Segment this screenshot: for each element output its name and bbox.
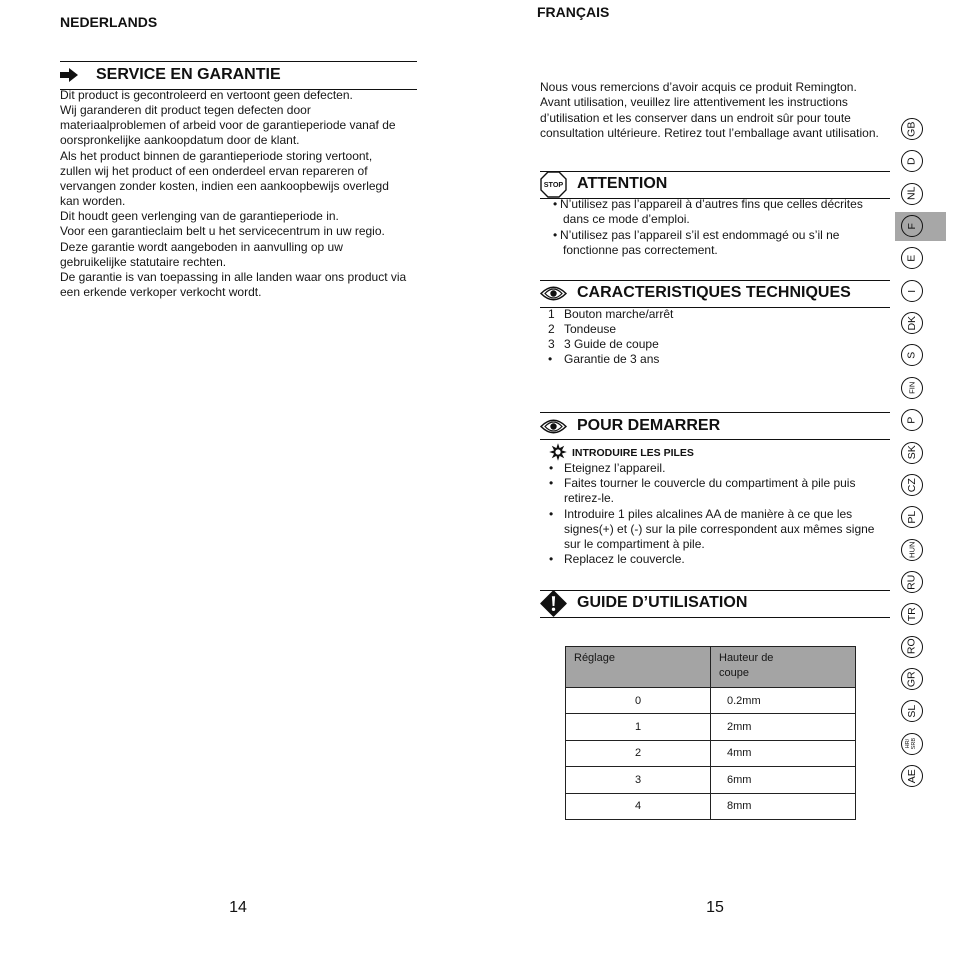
table-row	[566, 714, 856, 740]
table-header-cell	[566, 647, 711, 688]
language-tab-label-text: CZ	[905, 477, 918, 492]
table-header-row	[566, 647, 856, 688]
language-heading: FRANÇAIS	[537, 4, 610, 20]
section-rule	[540, 590, 890, 591]
language-tab-label-text: F	[905, 222, 918, 230]
language-tab-label-text: D	[905, 157, 918, 166]
bullet-marker: •	[549, 506, 554, 521]
text-line: Wij garanderen dit product tegen defecten door	[60, 103, 311, 118]
setting-cell: 1	[566, 714, 711, 740]
list-item-text: Introduire 1 piles alcalines AA de manière à ce que les	[564, 506, 853, 521]
list-item-text: Faites tourner le couvercle du compartiment à pile puis	[564, 476, 856, 491]
language-tab-pl	[901, 506, 923, 528]
list-item	[549, 552, 874, 567]
language-tab-gr	[901, 668, 923, 690]
language-tab-label-text: NL	[905, 186, 918, 201]
section-title: GUIDE D’UTILISATION	[577, 594, 748, 612]
text-line: Dit product is gecontroleerd en vertoont geen defecten.	[60, 88, 353, 102]
language-heading: NEDERLANDS	[60, 14, 158, 30]
stop-sign-text: STOP	[543, 180, 564, 190]
list-item-text: Eteignez l’appareil.	[564, 461, 666, 475]
eye-icon	[540, 285, 567, 302]
page-number: 15	[706, 899, 724, 916]
setting-cell: 0	[566, 688, 711, 714]
header-text: Réglage	[574, 652, 615, 664]
cut-length-cell: 8mm	[711, 793, 856, 819]
language-tab-label-text: SL	[905, 704, 918, 718]
text-line: kan worden.	[60, 194, 126, 209]
language-tab-sl	[901, 700, 923, 722]
section-title: SERVICE EN GARANTIE	[96, 66, 281, 84]
language-tab-ae	[901, 765, 923, 787]
language-tab-label-text: SK	[905, 445, 918, 460]
language-tab-cz	[901, 474, 923, 496]
bullet-marker: •	[549, 476, 554, 491]
list-item	[548, 322, 673, 337]
language-tab-label	[907, 671, 918, 687]
table-header-cell	[711, 647, 856, 688]
section-rule	[540, 412, 890, 413]
subheading: INTRODUIRE LES PILES	[572, 447, 694, 459]
language-tab-label-text: HUN	[907, 541, 917, 558]
language-tab-tr	[901, 603, 923, 625]
text-line: De garantie is van toepassing in alle landen waar ons product via	[60, 269, 407, 284]
list-item-text: fonctionne pas correctement.	[563, 242, 718, 257]
language-tab-label-text: PL	[905, 510, 918, 524]
setting-cell: 3	[566, 767, 711, 793]
language-tab-label	[907, 769, 918, 783]
language-tab-label	[907, 705, 918, 718]
header-text: coupe	[719, 667, 749, 679]
attention-list	[553, 197, 863, 258]
header-text: Hauteur de	[719, 652, 774, 664]
list-marker: 3	[548, 337, 555, 351]
cut-length-cell: 2mm	[711, 714, 856, 740]
setting-cell: 2	[566, 740, 711, 766]
list-item-text: dans ce mode d’emploi.	[563, 212, 690, 227]
section-rule	[540, 280, 890, 281]
language-tab-label	[907, 352, 918, 359]
language-tab-label-text: TR	[905, 607, 918, 622]
arrow-right-icon	[60, 68, 78, 82]
language-tab-label	[907, 574, 918, 589]
list-item-text: N’utilisez pas l’appareil à d’autres fins que celles décrites	[560, 197, 863, 211]
list-item	[548, 352, 673, 367]
cut-length-cell: 6mm	[711, 767, 856, 793]
text-line: een erkende verkoper verkocht wordt.	[60, 285, 262, 300]
language-tab-label-text: GR	[905, 671, 918, 687]
language-tab-label	[907, 316, 918, 331]
language-tab-label-text: E	[905, 254, 918, 262]
list-item-text: Tondeuse	[564, 322, 617, 336]
list-marker: •	[548, 352, 553, 366]
language-tab-label	[908, 541, 916, 557]
language-tab-d	[901, 150, 923, 172]
list-item-text: Replacez le couvercle.	[564, 552, 685, 567]
bullet-marker: •	[549, 461, 554, 475]
language-tab-hr-srb	[901, 733, 923, 755]
language-tab-label	[907, 511, 918, 524]
list-item-text: signes(+) et (-) sur la pile correspondent aux mêmes signe	[564, 521, 875, 536]
language-tab-sk	[901, 442, 923, 464]
section-rule	[540, 171, 890, 172]
section-rule	[540, 617, 890, 618]
list-marker: 2	[548, 322, 555, 336]
language-tab-label	[907, 478, 918, 492]
exclamation-diamond-icon	[540, 590, 567, 617]
list-item-text: N’utilisez pas l’appareil s’il est endommagé ou s’il ne	[560, 227, 840, 242]
language-tab-label-line: SRB	[910, 737, 917, 750]
specifications-list	[548, 307, 673, 367]
language-tab-label-text: DK	[905, 315, 918, 331]
text-line: Als het product binnen de garantieperiode storing vertoont,	[60, 148, 373, 163]
list-marker: 1	[548, 307, 555, 321]
cut-length-cell: 4mm	[711, 740, 856, 766]
language-tab-f	[901, 215, 923, 237]
table-row	[566, 688, 856, 714]
sunburst-icon	[549, 443, 567, 461]
language-tab-ro	[901, 636, 923, 658]
list-item-text: 3 Guide de coupe	[564, 337, 659, 351]
language-tab-e	[901, 247, 923, 269]
language-tab-label	[907, 639, 918, 655]
language-tab-label	[906, 738, 917, 750]
language-tab-label-text: RU	[905, 574, 918, 590]
section-rule	[540, 439, 890, 440]
language-tab-s	[901, 344, 923, 366]
list-item-text: Bouton marche/arrêt	[564, 307, 674, 321]
list-item	[549, 507, 874, 553]
setting-cell: 4	[566, 793, 711, 819]
text-line: consultation ultérieure. Retirez tout l’emballage avant utilisation.	[540, 125, 879, 140]
language-tab-fin	[901, 377, 923, 399]
language-tab-label-text: RO	[905, 638, 918, 655]
text-line: Nous vous remercions d’avoir acquis ce produit Remington.	[540, 80, 857, 94]
eye-icon	[540, 418, 567, 435]
list-item	[553, 197, 863, 228]
list-item-text: Garantie de 3 ans	[564, 352, 660, 366]
language-tab-label-text: AE	[905, 768, 918, 784]
language-tab-label-text: S	[905, 351, 918, 359]
list-item	[549, 476, 874, 506]
language-tab-label-text: P	[905, 416, 918, 424]
text-line: d’utilisation et les conserver dans un endroit sûr pour toute	[540, 110, 851, 125]
language-tab-ru	[901, 571, 923, 593]
language-tab-label-text: GB	[905, 121, 918, 137]
text-line: Voor een garantieclaim belt u het servicecentrum in uw regio.	[60, 224, 385, 239]
text-line: Dit houdt geen verlenging van de garantieperiode in.	[60, 209, 339, 224]
language-tab-i	[901, 280, 923, 302]
language-tab-label-text: FIN	[907, 381, 917, 394]
section-rule	[60, 61, 417, 62]
language-tab-label-line: HR/	[905, 738, 912, 749]
language-tab-label	[907, 417, 918, 424]
text-line: vervangen zonder kosten, indien een aankoopbewijs overlegd	[60, 178, 389, 193]
language-tab-label-text: I	[905, 289, 918, 293]
list-item	[548, 307, 673, 322]
list-item	[549, 461, 874, 476]
stop-sign-icon	[540, 171, 567, 198]
warranty-text	[60, 88, 406, 300]
language-tab-label	[907, 187, 918, 200]
list-item-text: sur le compartiment à pile.	[564, 536, 705, 551]
cutting-guide-table	[565, 646, 856, 820]
language-tab-p	[901, 409, 923, 431]
text-line: oorspronkelijke aankoopdatum door de klant.	[60, 133, 300, 148]
table-row	[566, 740, 856, 766]
text-line: gebruikelijke statutaire rechten.	[60, 254, 227, 269]
bullet-marker: •	[553, 197, 558, 211]
table-row	[566, 767, 856, 793]
intro-text	[540, 80, 879, 141]
language-tab-label	[907, 289, 918, 292]
list-item-text: retirez-le.	[564, 491, 615, 506]
list-item	[548, 337, 673, 352]
text-line: zullen wij het product of een onderdeel ervan repareren of	[60, 163, 368, 178]
table-row	[566, 793, 856, 819]
text-line: Deze garantie wordt aangeboden in aanvulling op uw	[60, 239, 343, 254]
language-tab-nl	[901, 183, 923, 205]
language-tab-label	[907, 445, 918, 459]
language-tab-label	[908, 382, 916, 394]
section-title: ATTENTION	[577, 175, 668, 193]
language-tab-label	[907, 607, 918, 621]
language-tab-label	[907, 121, 918, 136]
language-tab-hun	[901, 539, 923, 561]
language-tab-label	[907, 223, 918, 229]
language-tab-gb	[901, 118, 923, 140]
page-number: 14	[229, 899, 247, 916]
section-title: POUR DEMARRER	[577, 417, 721, 435]
getting-started-list	[549, 461, 874, 567]
language-tab-label	[907, 255, 918, 262]
bullet-marker: •	[549, 552, 554, 567]
list-item	[553, 228, 863, 259]
cut-length-cell: 0.2mm	[711, 688, 856, 714]
text-line: materiaalproblemen of arbeid voor de garantieperiode vanaf de	[60, 118, 396, 133]
bullet-marker: •	[553, 227, 558, 242]
text-line: Avant utilisation, veuillez lire attentivement les instructions	[540, 95, 848, 110]
language-tab-dk	[901, 312, 923, 334]
language-tab-label	[907, 158, 918, 166]
section-title: CARACTERISTIQUES TECHNIQUES	[577, 284, 851, 302]
